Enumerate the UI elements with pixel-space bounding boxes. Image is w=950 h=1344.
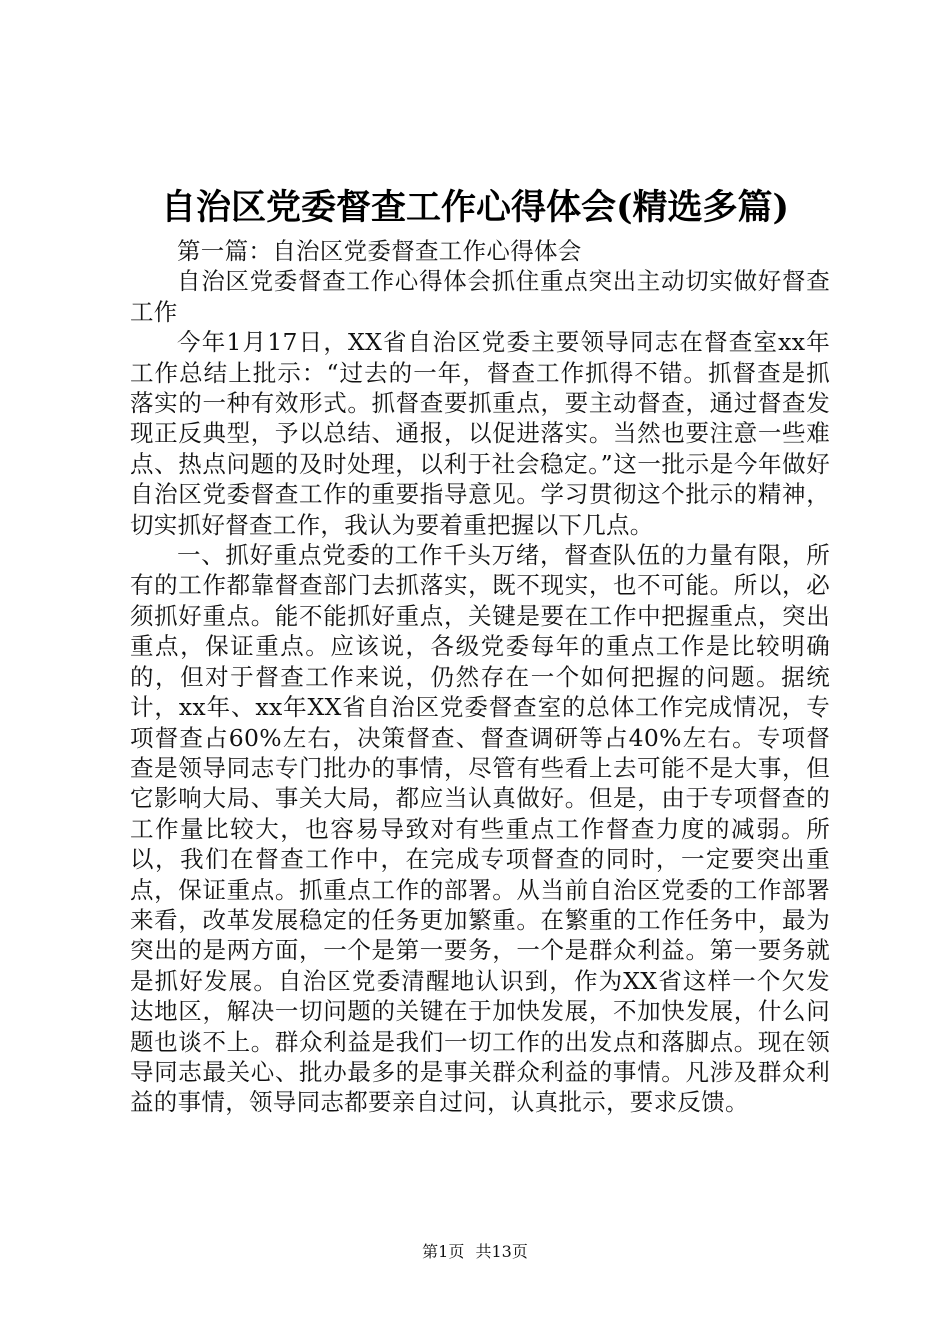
page-footer xyxy=(0,1240,950,1264)
page-total: 共13页 xyxy=(475,1242,528,1261)
section-heading: 第一篇：自治区党委督查工作心得体会 xyxy=(177,237,582,265)
document-title: 自治区党委督查工作心得体会(精选多篇) xyxy=(160,187,790,228)
article-subtitle: 自治区党委督查工作心得体会抓住重点突出主动切实做好督查工作 xyxy=(130,267,830,326)
body-paragraph: 一、抓好重点党委的工作千头万绪，督查队伍的力量有限，所有的工作都靠督查部门去抓落实，既不现实，也不可能。所以，必须抓好重点。能不能抓好重点，关键是要在工作中把握重点，突出重点，保证重点。应该说，各级党委每年的重点工作是比较明确的，但对于督查工作来说，仍然存在一个如何把握的问题。据统计，xx年、xx年XX省自治区党委督查室的总体工作完成情况，专项督查占60%左右，决策督查、督查调研等占40%左右。专项督查是领导同志专门批办的事情，尽管有些看上去可能不是大事，但它影响大局、事关大局，都应当认真做好。但是，由于专项督查的工作量比较大，也容易导致对有些重点工作督查力度的减弱。所以，我们在督查工作中，在完成专项督查的同时，一定要突出重点，保证重点。抓重点工作的部署。从当前自治区党委的工作部署来看，改革发展稳定的任务更加繁重。在繁重的工作任务中，最为突出的是两方面，一个是第一要务，一个是群众利益。第一要务就是抓好发展。自治区党委清醒地认识到，作为XX省这样一个欠发达地区，解决一切问题的关键在于加快发展，不加快发展，什么问题也谈不上。群众利益是我们一切工作的出发点和落脚点。现在领导同志最关心、批办最多的是事关群众利益的事情。凡涉及群众利益的事情，领导同志都要亲自过问，认真批示，要求反馈。 xyxy=(130,541,830,1117)
body-paragraph: 今年1月17日，XX省自治区党委主要领导同志在督查室xx年工作总结上批示：“过去的一年，督查工作抓得不错。抓督查是抓落实的一种有效形式。抓督查要抓重点，要主动督查，通过督查发现正反典型，予以总结、通报，以促进落实。当然也要注意一些难点、热点问题的及时处理，以利于社会稳定。”这一批示是今年做好自治区党委督查工作的重要指导意见。学习贯彻这个批示的精神，切实抓好督查工作，我认为要着重把握以下几点。 xyxy=(130,328,830,539)
document-body xyxy=(130,236,830,1118)
page-number: 第1页 xyxy=(422,1242,465,1261)
